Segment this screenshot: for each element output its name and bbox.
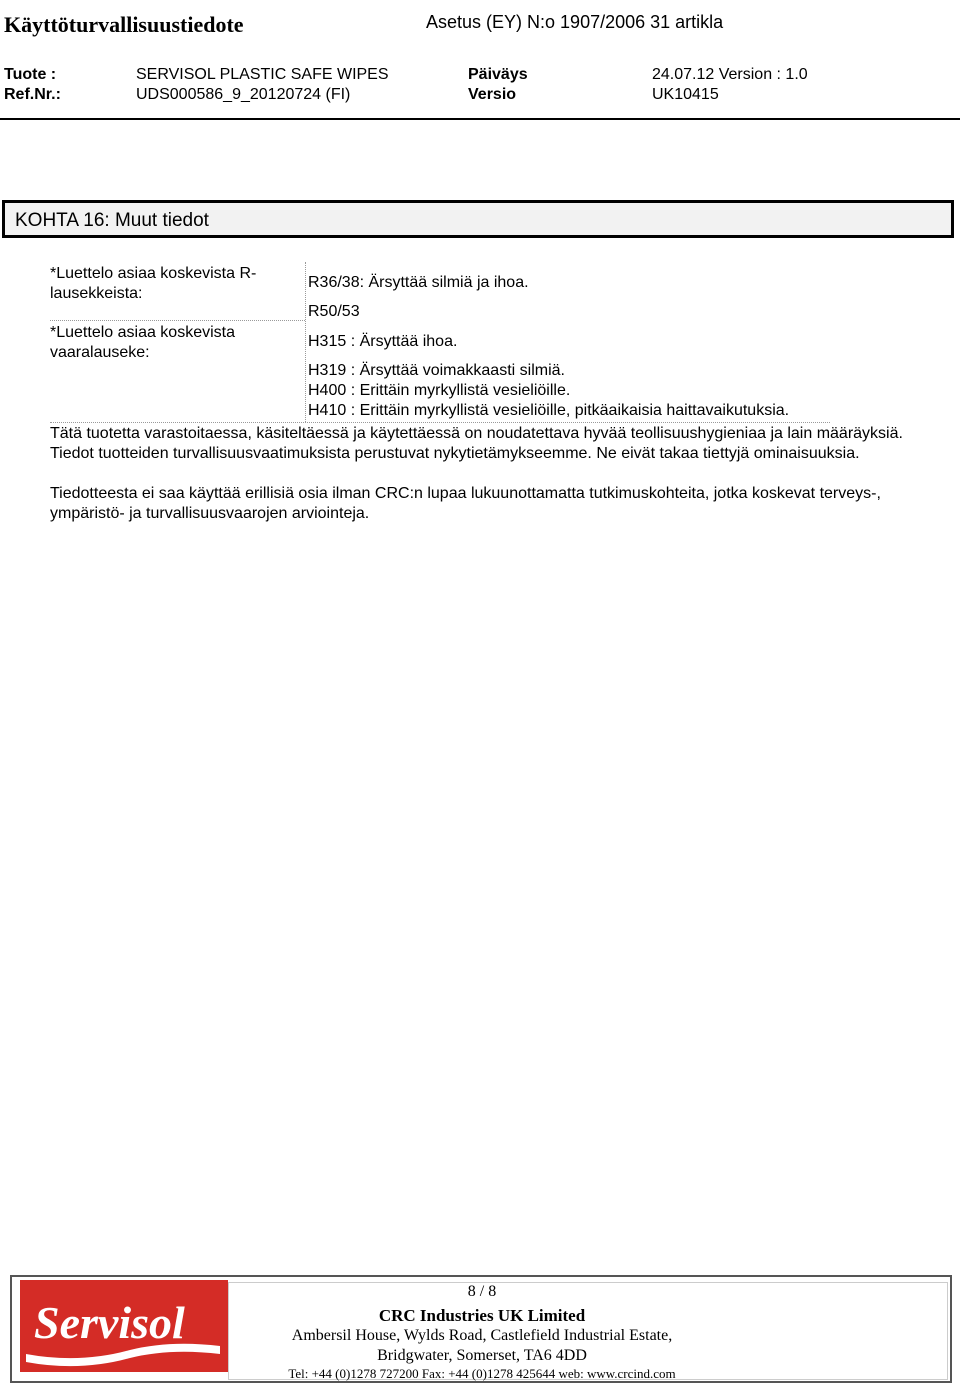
h-phrase-item: H410 : Erittäin myrkyllistä vesieliöille, pitkäaikaisia haittavaikutuksia. — [308, 402, 790, 419]
paragraph-hygiene: Tätä tuotetta varastoitaessa, käsiteltäessä ja käytettäessä on noudatettava hyvää teollisuushygieniaa ja lain määräyksiä. Tiedot tuotteiden turvallisuusvaatimuksista perustuvat nykytietämykseemme. Ne eivät takaa tiettyjä ominaisuuksia. — [50, 425, 903, 462]
version-label: Versio — [468, 86, 517, 103]
company-name: CRC Industries UK Limited — [378, 1306, 586, 1325]
block-divider — [50, 422, 830, 423]
label-divider — [50, 320, 305, 321]
paragraph-usage: Tiedotteesta ei saa käyttää erillisiä osia ilman CRC:n lupaa lukuunottamatta tutkimuskohteita, jotka koskevat terveys-, ympäristö- ja turvallisuusvaarojen arviointeja. — [50, 485, 881, 522]
h-phrase-item: H319 : Ärsyttää voimakkaasti silmiä. — [308, 362, 565, 379]
company-contact: Tel: +44 (0)1278 727200 Fax: +44 (0)1278 425644 web: www.crcind.com — [288, 1366, 676, 1381]
company-address-line2: Bridgwater, Somerset, TA6 4DD — [377, 1347, 587, 1364]
column-divider — [305, 262, 306, 422]
version-value: UK10415 — [652, 86, 719, 103]
ref-value: UDS000586_9_20120724 (FI) — [136, 86, 351, 103]
h-phrase-item: H400 : Erittäin myrkyllistä vesieliöille. — [308, 382, 571, 399]
regulation-reference: Asetus (EY) N:o 1907/2006 31 artikla — [426, 12, 724, 32]
page-number: 8 / 8 — [467, 1283, 497, 1300]
svg-text:Servisol: Servisol — [34, 1297, 185, 1348]
section-heading-box — [2, 200, 954, 238]
document-title: Käyttöturvallisuustiedote — [4, 12, 244, 37]
r-phrase-item: R50/53 — [308, 303, 360, 320]
product-label: Tuote : — [4, 66, 57, 83]
h-phrases-label: *Luettelo asiaa koskevista vaaralauseke: — [50, 324, 235, 361]
product-value: SERVISOL PLASTIC SAFE WIPES — [136, 66, 389, 83]
h-phrase-item: H315 : Ärsyttää ihoa. — [308, 333, 458, 350]
company-address-line1: Ambersil House, Wylds Road, Castlefield Industrial Estate, — [291, 1327, 673, 1344]
header-divider — [0, 118, 960, 120]
r-phrases-label: *Luettelo asiaa koskevista R- lausekkeista: — [50, 265, 257, 302]
date-label: Päiväys — [468, 66, 528, 83]
date-value: 24.07.12 Version : 1.0 — [652, 66, 808, 83]
section-title: KOHTA 16: Muut tiedot — [15, 210, 209, 231]
servisol-logo — [20, 1280, 228, 1372]
r-phrase-item: R36/38: Ärsyttää silmiä ja ihoa. — [308, 274, 529, 291]
ref-label: Ref.Nr.: — [4, 86, 61, 103]
